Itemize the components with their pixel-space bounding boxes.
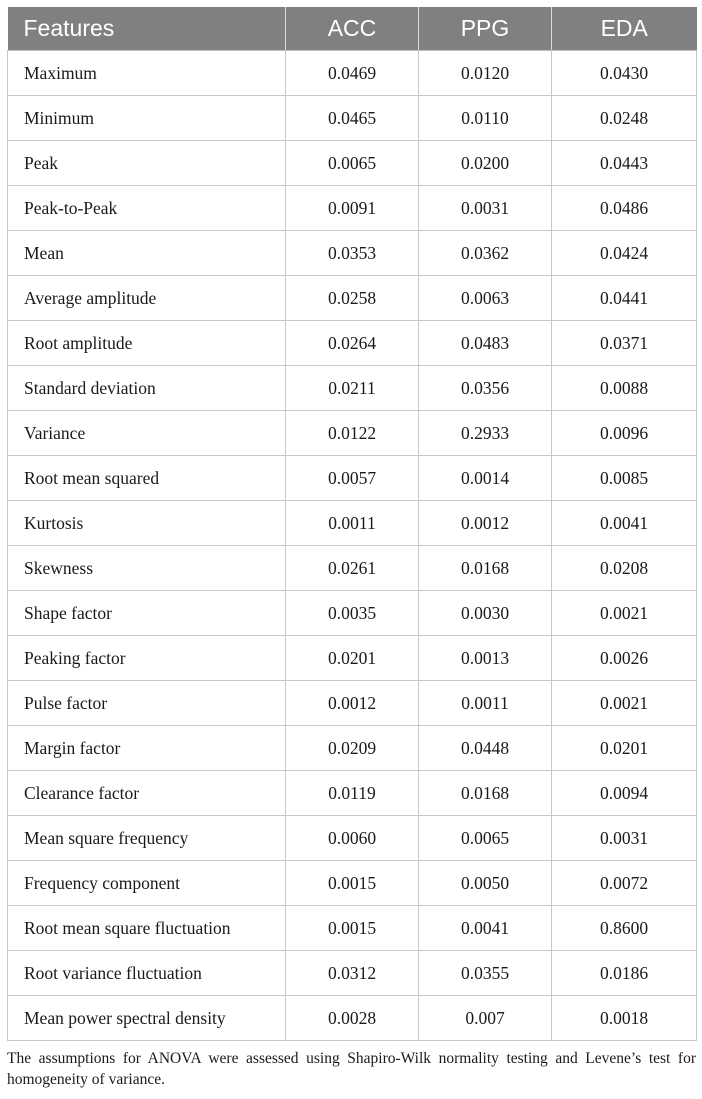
table-row [8,546,697,591]
feature-cell: Maximum [8,51,286,96]
acc-cell: 0.0015 [286,906,419,951]
feature-cell: Clearance factor [8,771,286,816]
feature-cell: Mean [8,231,286,276]
eda-cell: 0.0430 [552,51,697,96]
eda-cell: 0.0424 [552,231,697,276]
acc-cell: 0.0119 [286,771,419,816]
eda-cell: 0.0096 [552,411,697,456]
feature-cell: Peak [8,141,286,186]
ppg-cell: 0.0168 [419,771,552,816]
feature-cell: Root amplitude [8,321,286,366]
eda-cell: 0.0041 [552,501,697,546]
table-body [8,51,697,1041]
acc-cell: 0.0261 [286,546,419,591]
table-row [8,591,697,636]
feature-cell: Frequency component [8,861,286,906]
eda-cell: 0.0441 [552,276,697,321]
feature-cell: Minimum [8,96,286,141]
table-row [8,726,697,771]
features-table [7,7,697,1041]
ppg-cell: 0.0050 [419,861,552,906]
table-row [8,906,697,951]
table-row [8,951,697,996]
table-row [8,996,697,1041]
table-row [8,456,697,501]
eda-cell: 0.0208 [552,546,697,591]
eda-cell: 0.0248 [552,96,697,141]
acc-cell: 0.0091 [286,186,419,231]
acc-cell: 0.0060 [286,816,419,861]
acc-cell: 0.0035 [286,591,419,636]
feature-cell: Root mean square fluctuation [8,906,286,951]
header-eda: EDA [552,7,697,51]
table-row [8,96,697,141]
feature-cell: Standard deviation [8,366,286,411]
ppg-cell: 0.0011 [419,681,552,726]
acc-cell: 0.0211 [286,366,419,411]
feature-cell: Average amplitude [8,276,286,321]
feature-cell: Peak-to-Peak [8,186,286,231]
ppg-cell: 0.0063 [419,276,552,321]
table-row [8,186,697,231]
ppg-cell: 0.0065 [419,816,552,861]
eda-cell: 0.0018 [552,996,697,1041]
feature-cell: Kurtosis [8,501,286,546]
acc-cell: 0.0015 [286,861,419,906]
ppg-cell: 0.0355 [419,951,552,996]
ppg-cell: 0.0013 [419,636,552,681]
acc-cell: 0.0012 [286,681,419,726]
eda-cell: 0.0021 [552,681,697,726]
table-row [8,861,697,906]
ppg-cell: 0.0012 [419,501,552,546]
ppg-cell: 0.007 [419,996,552,1041]
eda-cell: 0.8600 [552,906,697,951]
feature-cell: Margin factor [8,726,286,771]
eda-cell: 0.0201 [552,726,697,771]
feature-cell: Skewness [8,546,286,591]
acc-cell: 0.0312 [286,951,419,996]
table-row [8,231,697,276]
table-row [8,501,697,546]
feature-cell: Peaking factor [8,636,286,681]
table-row [8,681,697,726]
eda-cell: 0.0072 [552,861,697,906]
ppg-cell: 0.0031 [419,186,552,231]
feature-cell: Variance [8,411,286,456]
acc-cell: 0.0264 [286,321,419,366]
table-row [8,366,697,411]
feature-cell: Shape factor [8,591,286,636]
eda-cell: 0.0371 [552,321,697,366]
eda-cell: 0.0031 [552,816,697,861]
acc-cell: 0.0353 [286,231,419,276]
eda-cell: 0.0021 [552,591,697,636]
table-row [8,321,697,366]
features-table-container [7,7,696,1041]
acc-cell: 0.0258 [286,276,419,321]
eda-cell: 0.0443 [552,141,697,186]
ppg-cell: 0.0448 [419,726,552,771]
ppg-cell: 0.0168 [419,546,552,591]
table-footnote: The assumptions for ANOVA were assessed using Shapiro-Wilk normality testing and Levene’s test for homogeneity of variance. [7,1050,696,1088]
ppg-cell: 0.0030 [419,591,552,636]
header-features: Features [8,7,286,51]
feature-cell: Mean square frequency [8,816,286,861]
eda-cell: 0.0186 [552,951,697,996]
acc-cell: 0.0209 [286,726,419,771]
eda-cell: 0.0486 [552,186,697,231]
acc-cell: 0.0057 [286,456,419,501]
table-row [8,636,697,681]
eda-cell: 0.0088 [552,366,697,411]
ppg-cell: 0.0356 [419,366,552,411]
eda-cell: 0.0085 [552,456,697,501]
acc-cell: 0.0065 [286,141,419,186]
feature-cell: Pulse factor [8,681,286,726]
acc-cell: 0.0469 [286,51,419,96]
acc-cell: 0.0201 [286,636,419,681]
ppg-cell: 0.0041 [419,906,552,951]
ppg-cell: 0.2933 [419,411,552,456]
acc-cell: 0.0122 [286,411,419,456]
ppg-cell: 0.0483 [419,321,552,366]
feature-cell: Root variance fluctuation [8,951,286,996]
ppg-cell: 0.0120 [419,51,552,96]
ppg-cell: 0.0110 [419,96,552,141]
table-row [8,51,697,96]
table-row [8,816,697,861]
acc-cell: 0.0465 [286,96,419,141]
table-row [8,771,697,816]
table-row [8,411,697,456]
acc-cell: 0.0011 [286,501,419,546]
feature-cell: Root mean squared [8,456,286,501]
ppg-cell: 0.0200 [419,141,552,186]
feature-cell: Mean power spectral density [8,996,286,1041]
acc-cell: 0.0028 [286,996,419,1041]
ppg-cell: 0.0014 [419,456,552,501]
ppg-cell: 0.0362 [419,231,552,276]
header-acc: ACC [286,7,419,51]
table-row [8,276,697,321]
eda-cell: 0.0026 [552,636,697,681]
eda-cell: 0.0094 [552,771,697,816]
header-ppg: PPG [419,7,552,51]
table-header-row [8,7,697,51]
table-row [8,141,697,186]
